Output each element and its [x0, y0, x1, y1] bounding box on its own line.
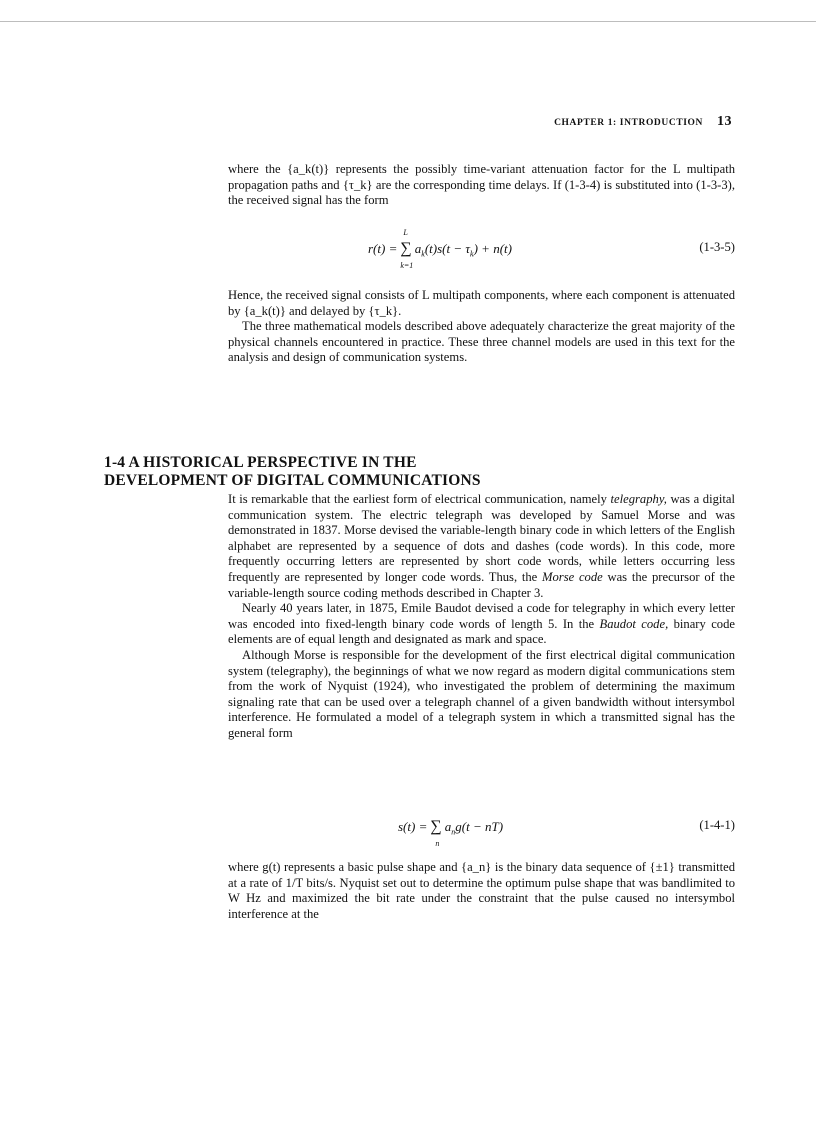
- text-run: binary code elements are of equal length and designated as mark and space.: [228, 616, 735, 647]
- chapter-title: CHAPTER 1: INTRODUCTION: [554, 118, 703, 128]
- italic-term: Baudot code,: [599, 616, 669, 631]
- text-run: Nearly 40 years later, in 1875, Emile Baudot devised a code for telegraphy in which every letter was encoded into fixed-length binary code words of length 5. In the: [228, 601, 735, 631]
- paragraph-text: [228, 601, 735, 648]
- summation-symbol: ∑ L k=1: [400, 228, 414, 270]
- equation-number: (1-3-5): [699, 240, 735, 254]
- equation-1-3-5: [228, 228, 735, 270]
- equation-1-4-1: [228, 818, 735, 848]
- italic-term: telegraphy,: [610, 492, 667, 506]
- paragraph-text: The three mathematical models described above adequately characterize the great majority of the physical channels encountered in practice. These three channel models are used in this text for the analysis and design of communication systems.: [228, 319, 735, 365]
- text-run: was a digital communication system. The electric telegraph was developed by Samuel Morse and was demonstrated in 1837. Morse devised the variable-length binary code in which letters of the English alphabet are represented by a sequence of dots and dashes (code words). In this code, more frequently occurring letters are represented by short code words, while letters occurring less frequently are represented by longer code words. Thus, the: [228, 492, 735, 584]
- running-header: [554, 114, 732, 130]
- section-title-line-2: DEVELOPMENT OF DIGITAL COMMUNICATIONS: [104, 472, 481, 489]
- page-number: 13: [717, 114, 732, 129]
- paragraph-text: where g(t) represents a basic pulse shape and {a_n} is the binary data sequence of {±1} transmitted at a rate of 1/T bits/s. Nyquist set out to determine the optimum pulse shape that was bandlimited to W Hz and maximized the bit rate under the constraint that the pulse caused no intersymbol interference at the: [228, 860, 735, 921]
- paragraph-text: [228, 492, 735, 601]
- top-rule: [0, 21, 816, 22]
- section-body: [228, 492, 735, 742]
- paragraph-text: Although Morse is responsible for the development of the first electrical digital communication system (telegraphy), the beginnings of what we now regard as modern digital communications stem from the work of Nyquist (1924), who investigated the problem of determining the maximum signaling rate that can be used over a telegraph channel of a given bandwidth without intersymbol interference. He formulated a model of a telegraph system in which a transmitted signal has the general form: [228, 647, 735, 740]
- equation-number: (1-4-1): [699, 818, 735, 832]
- paragraph-1: [228, 162, 735, 209]
- paragraph-3: [228, 860, 735, 922]
- paragraph-text: where the {a_k(t)} represents the possibly time-variant attenuation factor for the L multipath propagation paths and {τ_k} are the corresponding time delays. If (1-3-4) is substituted into (1-3-3), the received signal has the form: [228, 162, 735, 208]
- equation-expression: s(t) = ∑ n $a_ng(t - nT)$: [398, 818, 504, 848]
- paragraph-2: [228, 288, 735, 366]
- section-title-line-1: 1-4 A HISTORICAL PERSPECTIVE IN THE: [104, 454, 417, 471]
- text-run: It is remarkable that the earliest form of electrical communication, namely: [228, 492, 607, 506]
- section-heading: [104, 454, 481, 490]
- summation-symbol: ∑ n: [430, 818, 442, 848]
- italic-term: Morse code: [542, 569, 603, 584]
- text-run: was the precursor of the variable-length source coding methods described in Chapter 3.: [228, 569, 735, 600]
- equation-expression: r(t) = ∑ L k=1 $a_k(t)s(t - \tau_k) + n(t)$: [368, 228, 512, 270]
- paragraph-text: Hence, the received signal consists of L multipath components, where each component is attenuated by {a_k(t)} and delayed by {τ_k}.: [228, 288, 735, 318]
